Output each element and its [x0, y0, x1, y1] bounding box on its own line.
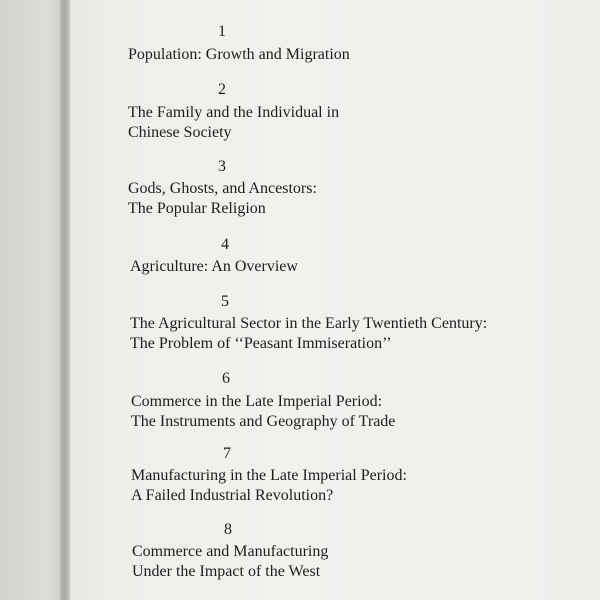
chapter-title-line: Population: Growth and Migration — [128, 46, 350, 63]
chapter-entry-7 — [131, 444, 591, 506]
chapter-number: 8 — [224, 521, 232, 538]
chapter-number: 6 — [222, 370, 230, 387]
chapter-number: 1 — [218, 23, 226, 40]
contents-page — [70, 0, 600, 600]
chapter-title-line: The Popular Religion — [128, 200, 266, 217]
chapter-title-line: The Family and the Individual in — [128, 104, 340, 121]
chapter-number: 3 — [218, 158, 226, 175]
chapter-entry-6 — [131, 369, 591, 432]
chapter-entry-4 — [130, 235, 590, 277]
chapter-title-line: Under the Impact of the West — [132, 563, 321, 580]
chapter-title-line: The Instruments and Geography of Trade — [131, 413, 396, 430]
table-of-contents — [70, 0, 600, 600]
chapter-entry-2 — [128, 80, 588, 143]
chapter-entry-3 — [128, 157, 588, 219]
chapter-entry-1 — [128, 22, 588, 65]
chapter-number: 4 — [221, 236, 229, 253]
chapter-number: 5 — [221, 293, 229, 310]
chapter-number: 7 — [223, 445, 231, 462]
chapter-entry-8 — [132, 520, 592, 582]
book-gutter — [60, 0, 70, 600]
chapter-title-line: Commerce in the Late Imperial Period: — [131, 393, 383, 410]
chapter-number: 2 — [218, 81, 226, 98]
previous-page-edge — [0, 0, 64, 600]
chapter-title-line: Commerce and Manufacturing — [132, 543, 329, 560]
chapter-entry-5 — [130, 292, 590, 354]
chapter-title-line: The Agricultural Sector in the Early Twentieth Century: — [130, 315, 488, 332]
chapter-title-line: Chinese Society — [128, 124, 232, 141]
chapter-title-line: Agriculture: An Overview — [130, 258, 298, 275]
chapter-title-line: A Failed Industrial Revolution? — [131, 487, 334, 504]
chapter-title-line: Gods, Ghosts, and Ancestors: — [128, 180, 317, 197]
chapter-title-line: The Problem of ‘‘Peasant Immiseration’’ — [130, 335, 392, 352]
chapter-title-line: Manufacturing in the Late Imperial Period: — [131, 467, 407, 484]
